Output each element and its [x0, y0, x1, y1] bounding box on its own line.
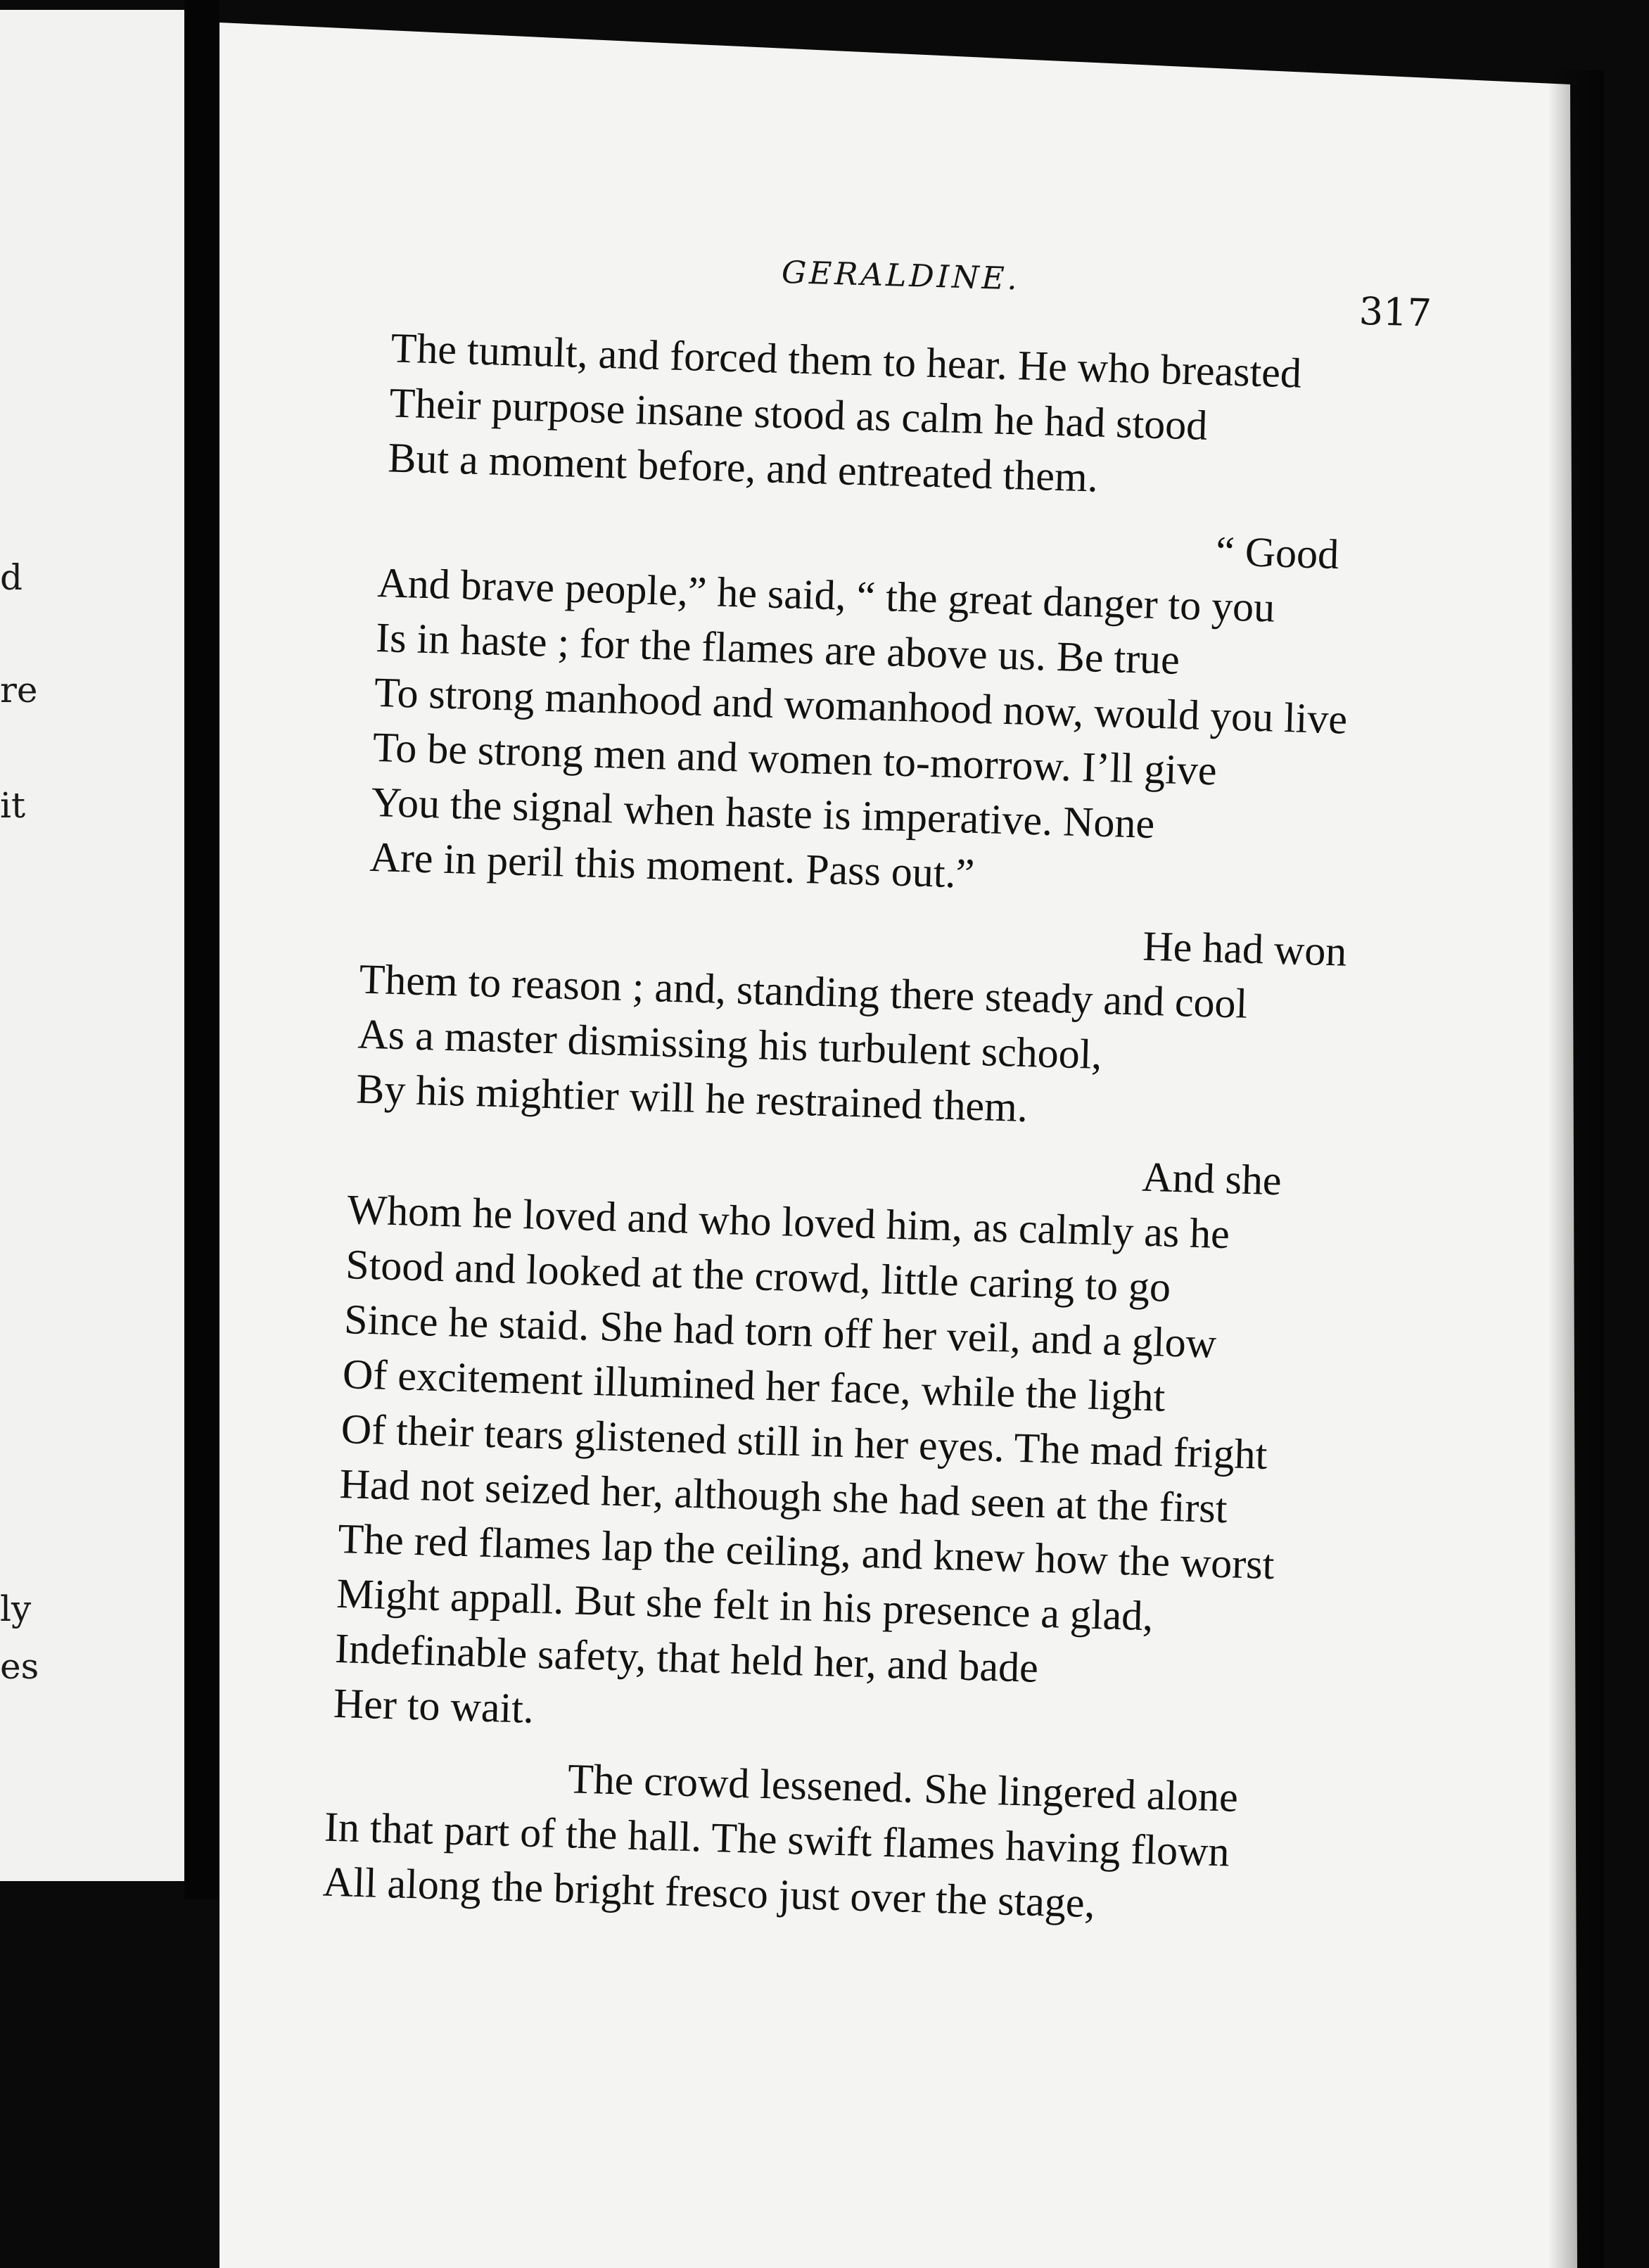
- poem-line: He had won: [1142, 922, 1348, 975]
- poem-line: To strong manhood and womanhood now, would you live: [374, 668, 1349, 743]
- poem-line: All along the bright fresco just over the stage,: [322, 1858, 1096, 1927]
- left-page-fragment: it: [0, 785, 26, 826]
- poem-line: Had not seized her, although she had seen at the first: [338, 1460, 1228, 1532]
- poem-line: You the signal when haste is imperative. None: [370, 778, 1156, 847]
- poem-line: The tumult, and forced them to hear. He who breasted: [390, 324, 1302, 397]
- running-title: GERALDINE.: [781, 254, 1021, 298]
- poem-line: The red flames lap the ceiling, and knew how the worst: [337, 1515, 1275, 1588]
- poem-line: The crowd lessened. She lingered alone: [567, 1755, 1239, 1821]
- poem-line: And she: [1141, 1153, 1282, 1204]
- page-number: 317: [1358, 288, 1432, 336]
- poem-line: Of their tears glistened still in her eyes. The mad fright: [340, 1406, 1268, 1478]
- poem-line: But a moment before, and entreated them.: [387, 434, 1099, 501]
- poem-line: As a master dismissing his turbulent school,: [357, 1010, 1103, 1078]
- poem-line: Whom he loved and who loved him, as calmly as he: [346, 1186, 1230, 1258]
- poem-line: Their purpose insane stood as calm he had stood: [388, 379, 1209, 449]
- left-page-fragment: d: [0, 557, 23, 598]
- left-page-fragment: re: [0, 670, 38, 711]
- poem-line: Them to reason ; and, standing there steady and cool: [358, 955, 1249, 1027]
- left-page-fragment: ly: [0, 1588, 32, 1629]
- poem-line: By his mightier will he restrained them.: [355, 1065, 1029, 1131]
- poem-line: Her to wait.: [333, 1679, 535, 1732]
- poem-line: Stood and looked at the crowd, little caring to go: [345, 1241, 1172, 1311]
- poem-line: “ Good: [1215, 528, 1340, 578]
- poem-line: In that part of the hall. The swift flames having flown: [324, 1803, 1230, 1875]
- poem-line: Indefinable safety, that held her, and bade: [334, 1624, 1039, 1691]
- poem-line: To be strong men and women to-morrow. I’ll give: [372, 723, 1218, 794]
- poem-line: And brave people,” he said, “ the great danger to you: [376, 559, 1276, 631]
- left-page-fragment: es: [0, 1646, 39, 1687]
- poem-line: Might appall. But she felt in his presence a glad,: [336, 1569, 1154, 1640]
- poem-line: Is in haste ; for the flames are above us. Be true: [375, 613, 1180, 683]
- poem-line: Since he staid. She had torn off her veil, and a glow: [343, 1296, 1217, 1367]
- poem-line: Are in peril this moment. Pass out.”: [369, 833, 976, 897]
- poem-line: Of excitement illumined her face, while the light: [342, 1351, 1166, 1420]
